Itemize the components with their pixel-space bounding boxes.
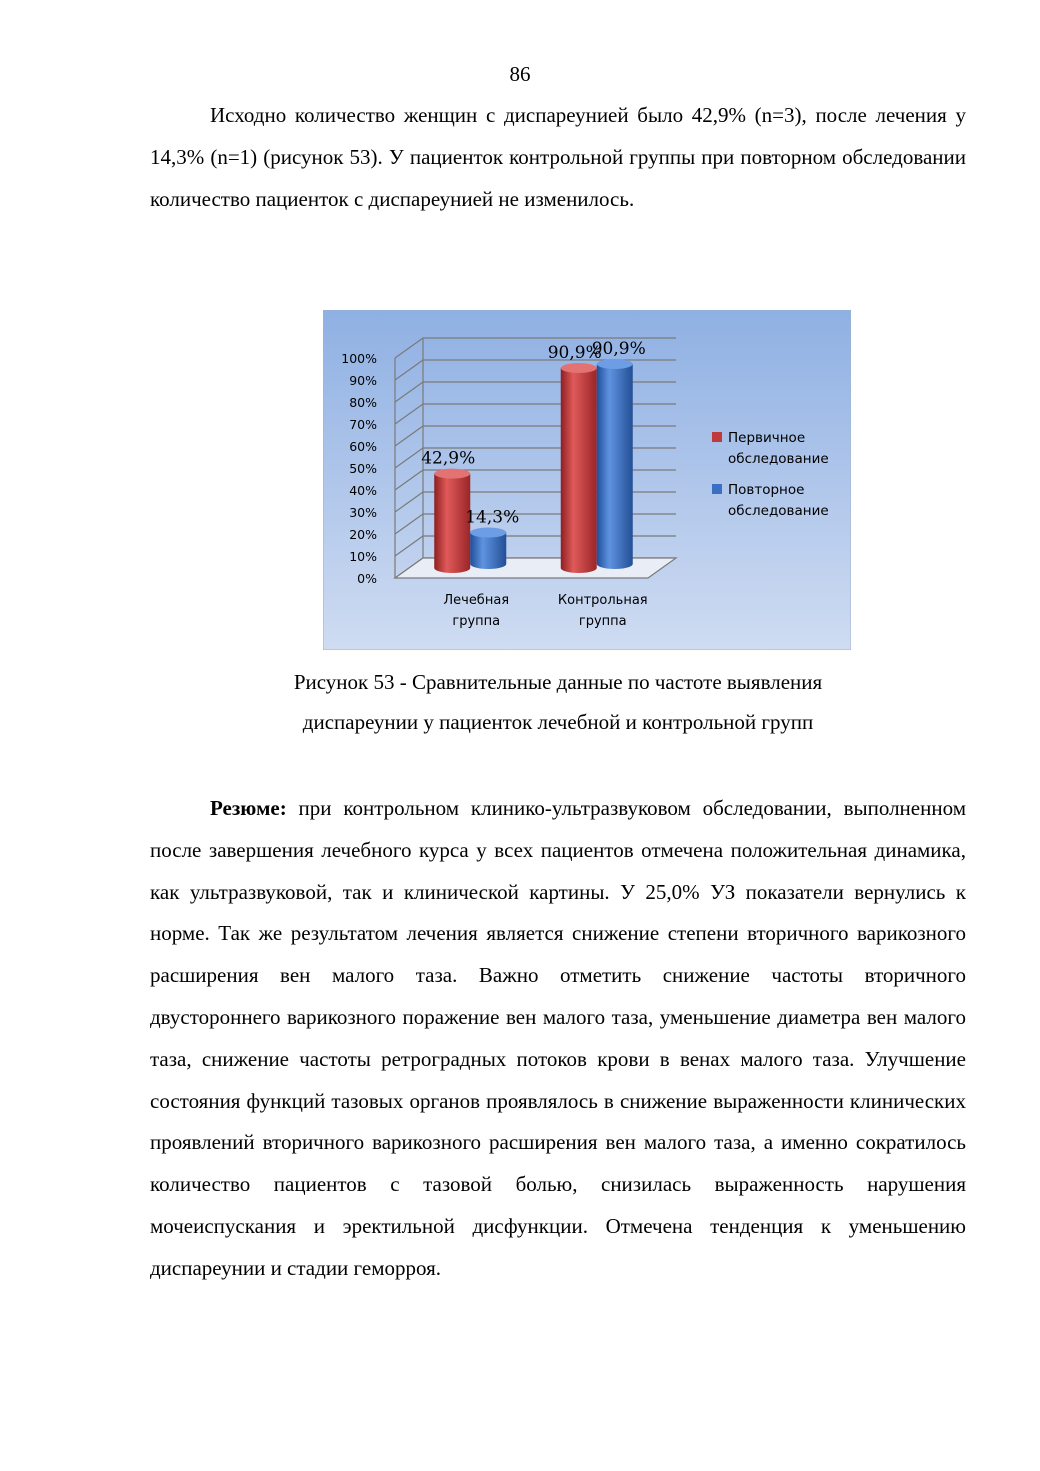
y-tick-label: 20% <box>349 527 377 542</box>
y-tick-label: 0% <box>357 571 377 586</box>
x-category-label: Контрольная <box>557 593 648 608</box>
bar-body <box>470 533 506 569</box>
bar-top <box>470 528 506 538</box>
chart-svg <box>323 310 851 650</box>
y-tick-label: 40% <box>349 483 377 498</box>
y-tick-label: 50% <box>349 461 377 476</box>
legend-label: обследование <box>728 503 829 519</box>
legend-label: Первичное <box>728 430 806 446</box>
figure-caption-line1: Рисунок 53 - Сравнительные данные по частоте выявления <box>293 670 823 694</box>
intro-paragraph: Исходно количество женщин с диспареунией было 42,9% (n=3), после лечения у 14,3% (n=1) (рисунок 53). У пациенток контрольной группы при повторном обследовании количество пациенток с диспареунией не изменилось. <box>150 103 966 211</box>
legend-label: Повторное <box>728 482 805 498</box>
y-tick-label: 80% <box>349 395 377 410</box>
y-tick-label: 70% <box>349 417 377 432</box>
data-label: 42,9% <box>421 448 476 469</box>
page-number: 86 <box>509 62 531 86</box>
y-tick-label: 10% <box>349 549 377 564</box>
y-tick-label: 100% <box>341 351 377 366</box>
summary-label: Резюме: <box>210 796 287 820</box>
figure-caption-line2: диспареунии у пациенток лечебной и контрольной групп <box>302 710 814 734</box>
data-label: 90,9% <box>547 343 602 364</box>
bar-1-0 <box>561 363 597 573</box>
bar-0-1 <box>470 528 506 569</box>
legend-swatch <box>712 484 722 494</box>
summary-paragraph <box>150 788 966 1290</box>
dyspareunia-chart <box>323 310 851 650</box>
data-label: 14,3% <box>465 507 520 528</box>
x-category-label: Лечебная <box>443 593 510 608</box>
summary-text: при контрольном клинико-ультразвуковом обследовании, выполненном после завершения лечебного курса у всех пациентов отмечена положительная динамика, как ультразвуковой, так и клинической картины. У 25,0% УЗ показатели вернулись к норме. Так же результатом лечения является снижение степени вторичного варикозного расширения вен малого таза. Важно отметить снижение частоты вторичного двустороннего варикозного поражение вен малого таза, уменьшение диаметра вен малого таза, снижение частоты ретроградных потоков крови в венах малого таза. Улучшение состояния функций тазовых органов проявлялось в снижение выраженности клинических проявлений вторичного варикозного расширения вен малого таза, а именно сократилось количество пациентов с тазовой болью, снизилась выраженность нарушения мочеиспускания и эректильной дисфункции. Отмечена тенденция к уменьшению диспареунии и стадии геморроя. <box>150 796 966 1280</box>
x-category-label: группа <box>578 614 627 629</box>
bar-top <box>597 359 633 369</box>
bar-top <box>434 469 470 479</box>
data-label: 90,9% <box>591 339 646 360</box>
legend-swatch <box>712 432 722 442</box>
bar-1-1 <box>597 359 633 569</box>
bar-top <box>561 363 597 373</box>
bar-body <box>561 368 597 573</box>
legend-label: обследование <box>728 451 829 467</box>
x-category-label: группа <box>452 614 501 629</box>
bar-body <box>597 364 633 569</box>
y-tick-label: 30% <box>349 505 377 520</box>
y-tick-label: 60% <box>349 439 377 454</box>
y-tick-label: 90% <box>349 373 377 388</box>
